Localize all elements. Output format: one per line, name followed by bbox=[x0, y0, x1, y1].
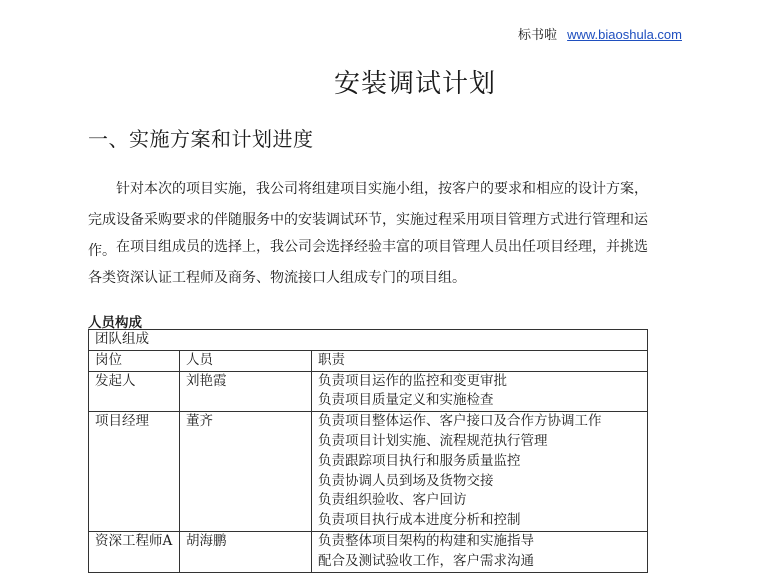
duty-line: 负责项目计划实施、流程规范执行管理 bbox=[318, 432, 548, 449]
section-heading: 一、实施方案和计划进度 bbox=[88, 127, 314, 151]
duty-line: 负责跟踪项目执行和服务质量监控 bbox=[318, 452, 521, 469]
duty-line: 配合及测试验收工作，客户需求沟通 bbox=[318, 552, 534, 569]
role-cell: 项目经理 bbox=[89, 412, 180, 532]
table-group-row bbox=[89, 330, 648, 351]
duty-line: 负责项目质量定义和实施检查 bbox=[318, 392, 494, 409]
duties-cell bbox=[312, 371, 648, 412]
staff-table bbox=[88, 329, 648, 573]
group-title-cell: 团队组成 bbox=[89, 330, 648, 351]
role-cell: 资深工程师A bbox=[89, 531, 180, 572]
table-caption: 人员构成 bbox=[88, 315, 142, 331]
header-site-link[interactable]: www.biaoshula.com bbox=[567, 27, 682, 42]
duty-line: 负责组织验收、客户回访 bbox=[318, 492, 467, 509]
duty-line: 负责整体项目架构的构建和实施指导 bbox=[318, 532, 534, 549]
person-cell: 董齐 bbox=[180, 412, 312, 532]
header-role: 岗位 bbox=[89, 350, 180, 371]
document-title: 安装调试计划 bbox=[333, 69, 496, 99]
header-duties: 职责 bbox=[312, 350, 648, 371]
paragraph-1: 针对本次的项目实施，我公司将组建项目实施小组，按客户的要求和相应的设计方案，完成设备采购要求的伴随服务中的安装调试环节，实施过程采用项目管理方式进行管理和运作。 bbox=[88, 181, 648, 259]
duty-line: 负责项目整体运作、客户接口及合作方协调工作 bbox=[318, 413, 602, 430]
person-cell: 胡海鹏 bbox=[180, 531, 312, 572]
table-header-row bbox=[89, 350, 648, 371]
duty-line: 负责协调人员到场及货物交接 bbox=[318, 472, 494, 489]
header-person: 人员 bbox=[180, 350, 312, 371]
page-header bbox=[518, 24, 682, 43]
person-cell: 刘艳霞 bbox=[180, 371, 312, 412]
table-row bbox=[89, 371, 648, 412]
duty-line: 负责项目执行成本进度分析和控制 bbox=[318, 512, 521, 529]
duty-line: 负责项目运作的监控和变更审批 bbox=[318, 372, 507, 389]
role-cell: 发起人 bbox=[89, 371, 180, 412]
paragraph-2: 在项目组成员的选择上，我公司会选择经验丰富的项目管理人员出任项目经理，并挑选各类资深认证工程师及商务、物流接口人组成专门的项目组。 bbox=[88, 239, 648, 286]
table-row bbox=[89, 412, 648, 532]
duties-cell bbox=[312, 412, 648, 532]
header-brand: 标书啦 bbox=[517, 28, 557, 43]
